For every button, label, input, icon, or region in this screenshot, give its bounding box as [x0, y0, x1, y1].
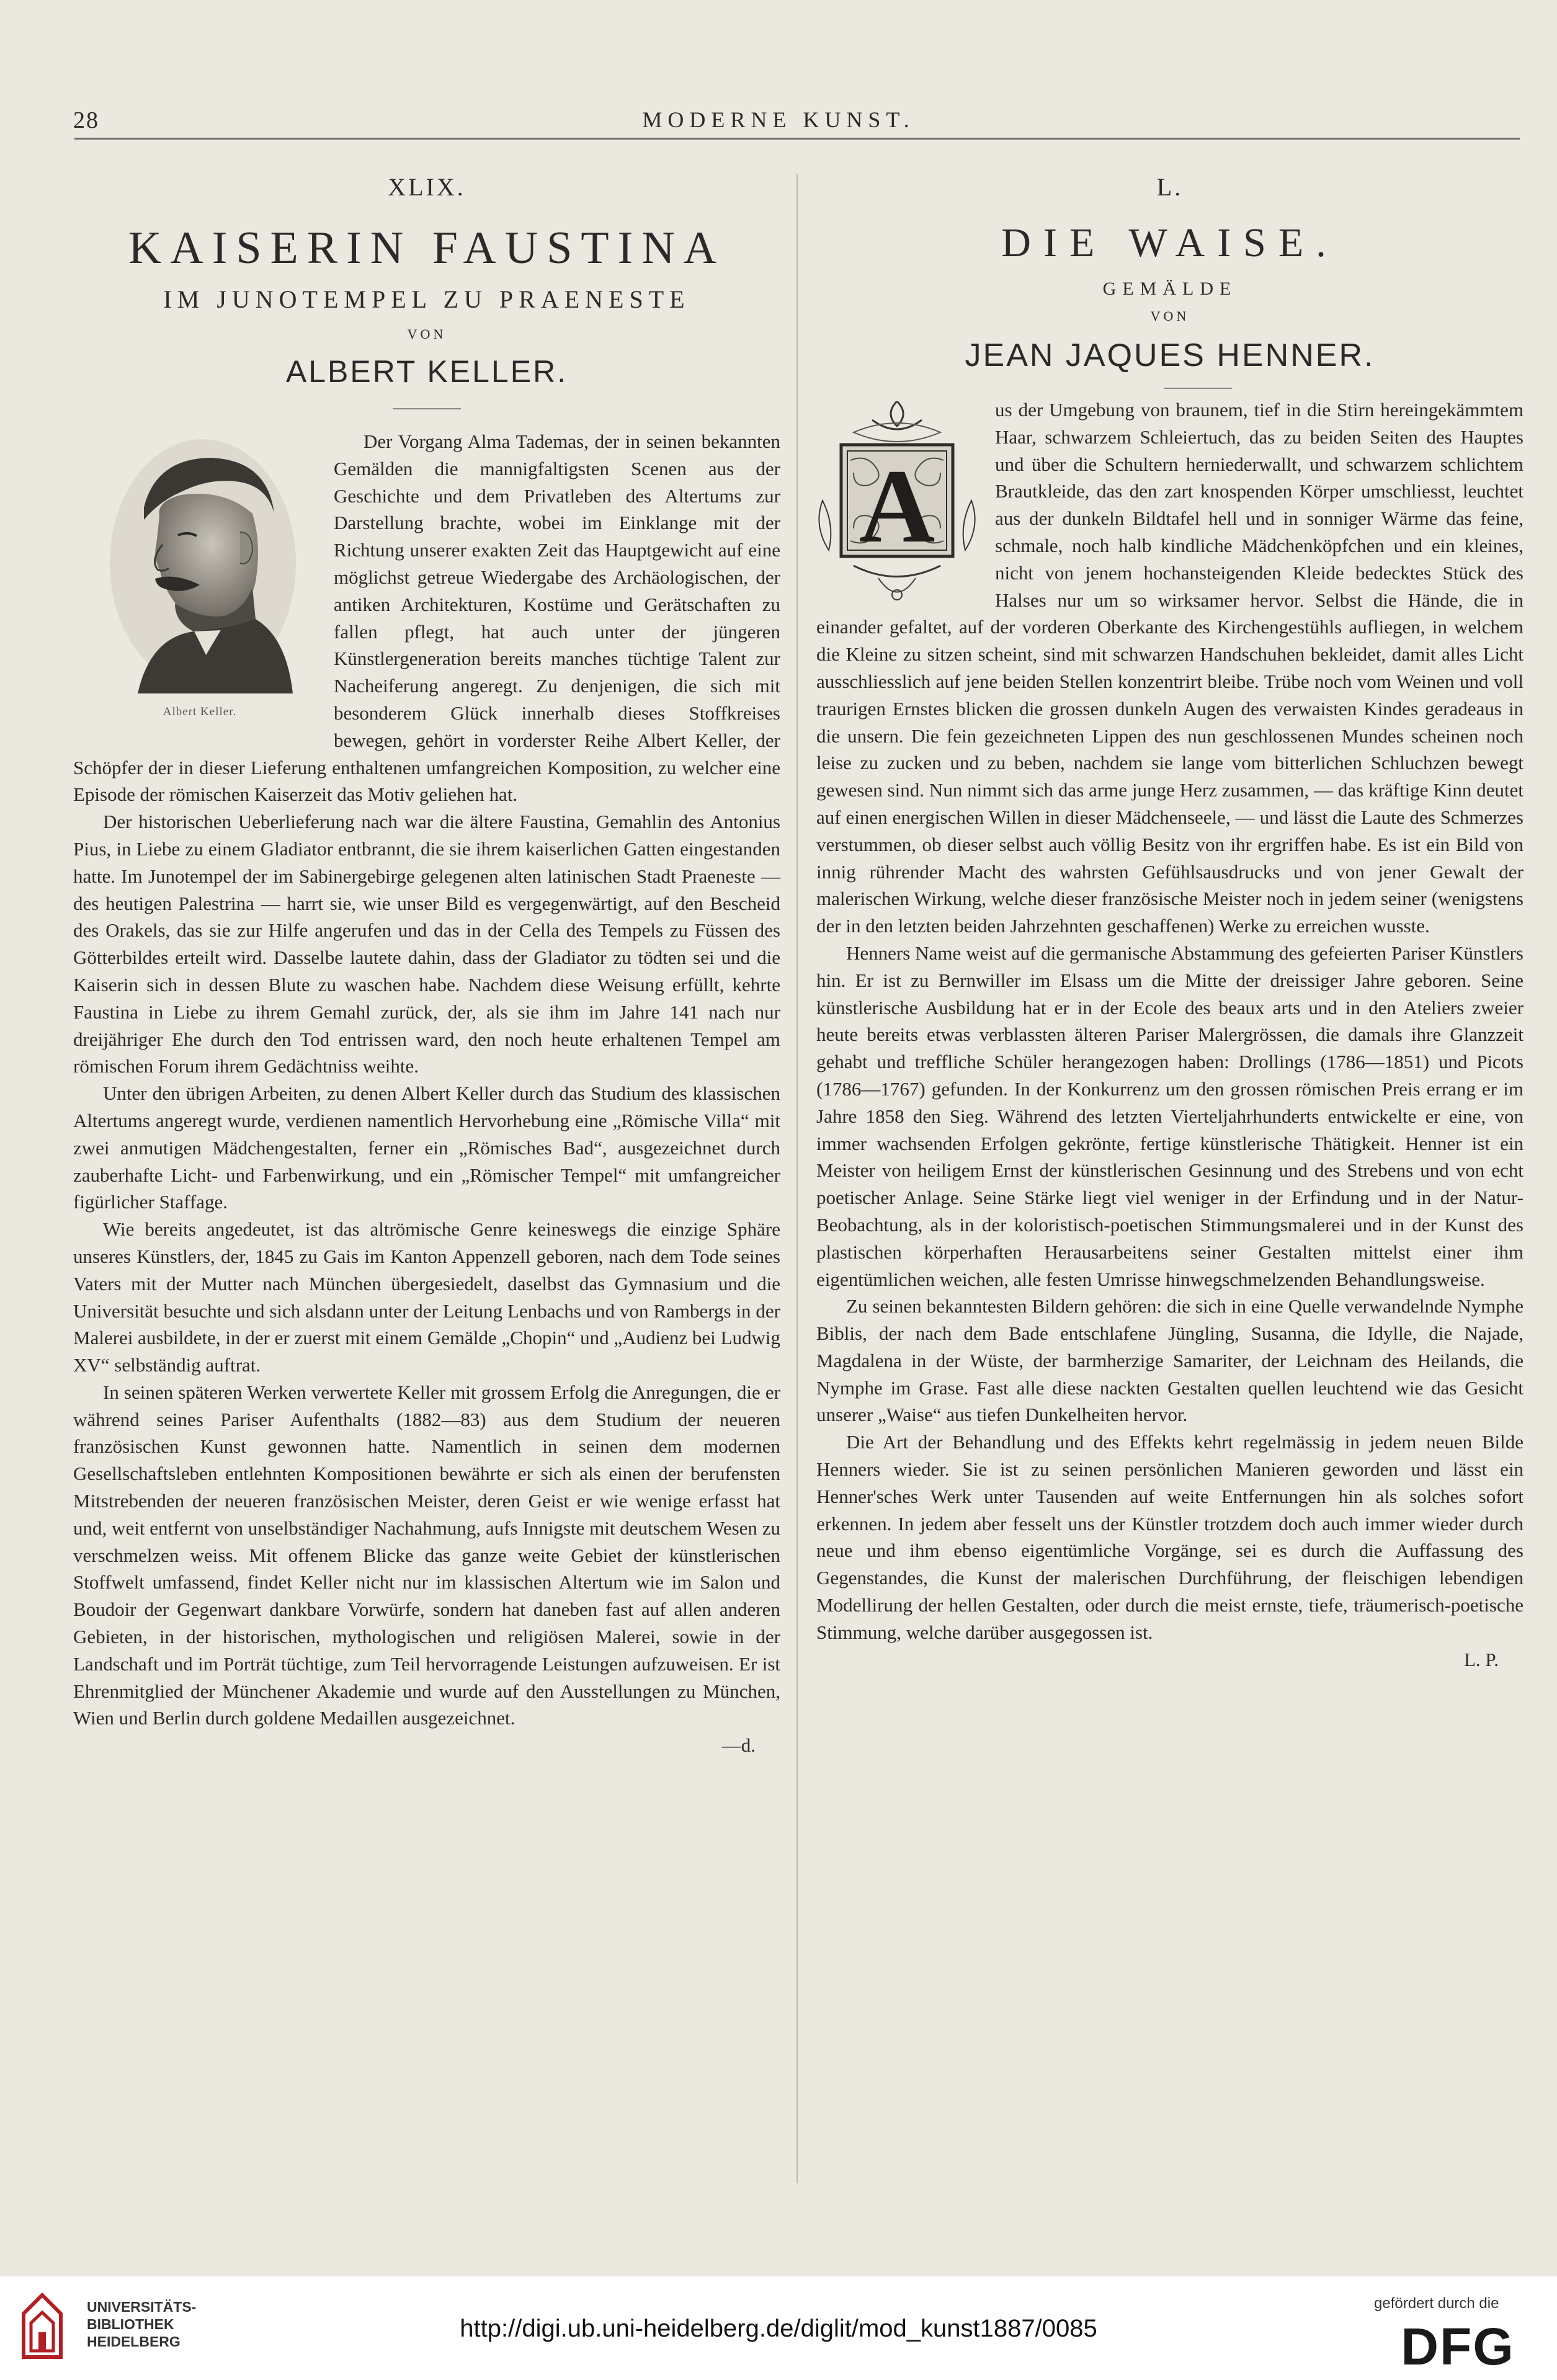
header-rule: [74, 138, 1520, 140]
ornamental-initial-a: [816, 401, 978, 606]
column-divider: [796, 174, 798, 2183]
portrait-engraving: [100, 433, 299, 693]
initial-letter: A: [859, 448, 935, 564]
article-author: ALBERT KELLER.: [285, 354, 568, 389]
portrait-figure: [100, 433, 299, 726]
left-article: [73, 172, 780, 1759]
article-subtitle: IM JUNOTEMPEL ZU PRAENESTE: [163, 285, 690, 313]
funding-caption: gefördert durch die: [1374, 2295, 1499, 2312]
signature: —d.: [721, 1734, 756, 1757]
portrait-caption: Albert Keller.: [163, 705, 237, 718]
von-label: VON: [407, 326, 447, 342]
article-title: DIE WAISE.: [1001, 220, 1339, 265]
paragraph: Der Vorgang Alma Tademas, der in seinen bekannten Gemälden die mannigfaltigsten Scenen aus der Geschichte und dem Privatleben des Altertums zur Darstellung brachte, wobei im Einklange mit der Richtung unserer exakten Zeit das Hauptgewicht auf eine möglichst getreue Wiedergabe des Archäologischen, der antiken Architekturen, Kostüme und Gerätschaften zu fallen pflegt, hat auch unter der jüngeren Künstlergeneration bereits manches tüchtige Talent zur Nacheiferung angeregt. Zu denjenigen, die sich mit besonderem Glück innerhalb dieses Stoffkreises bewegen, gehört in vorderster Reihe Albert Keller, der Schöpfer der in dieser Lieferung enthaltenen umfangreichen Komposition, zu welcher eine Episode der römischen Kaiserzeit das Motiv geliehen hat.: [73, 430, 780, 806]
article-body: [73, 428, 780, 1759]
source-url[interactable]: http://digi.ub.uni-heidelberg.de/diglit/mod_kunst1887/0085: [460, 2315, 1097, 2342]
von-label: VON: [1150, 308, 1190, 324]
paragraph: Zu seinen bekanntesten Bildern gehören: die sich in eine Quelle verwandelnde Nymphe Biblis, der nach dem Bade entschlafene Jüngling, Susanna, die Idylle, die Najade, Magdalena in der Wüste, der barmherzige Samariter, der Leichnam des Heilands, die Nymphe im Grase. Fast alle diese nackten Gestalten quellen leuchtend wie das Gesicht unserer „Waise“ aus tiefen Dunkelheiten hervor.: [816, 1295, 1524, 1426]
article-author: JEAN JAQUES HENNER.: [965, 337, 1375, 373]
article-subtitle: GEMÄLDE: [1102, 279, 1238, 299]
paragraph: Unter den übrigen Arbeiten, zu denen Albert Keller durch das Studium des klassischen Altertums angeregt wurde, verdienen namentlich Hervorhebung eine „Römische Villa“ mit zwei anmutigen Mädchengestalten, ferner ein „Römisches Bad“, ausgezeichnet durch zauberhafte Licht- und Farbenwirkung, und ein „Römischer Tempel“ mit umfangreicher figürlicher Staffage.: [73, 1082, 780, 1213]
title-rule: [393, 408, 461, 409]
dfg-logo-icon: [1383, 2321, 1532, 2371]
library-name-line: UNIVERSITÄTS-: [87, 2299, 197, 2315]
library-name-line: BIBLIOTHEK: [87, 2316, 174, 2332]
page-number: 28: [73, 107, 99, 133]
paragraph: Der historischen Ueberlieferung nach war die ältere Faustina, Gemahlin des Antonius Pius, in Liebe zu einem Gladiator entbrannt, die sie ihrem kaiserlichen Gatten eingestanden hatte. Im Junotempel der im Sabinergebirge gelegenen alten latinischen Stadt Praeneste — des heutigen Palestrina — harrt sie, wie unser Bild es vergegenwärtigt, auf den Bescheid des Orakels, das sie zur Hilfe angerufen und das in der Cella des Tempels zu Füssen des Götterbildes erteilt wird. Dasselbe lautete dahin, dass der Gladiator zu tödten sei und die Kaiserin sich in dessen Blute zu waschen habe. Nachdem diese Weisung erfüllt, kehrte Faustina in Liebe zu ihrem Gemahl zurück, der, als sie ihm im Jahre 141 nach nur dreijähriger Ehe durch den Tod entrissen ward, den noch heute erhaltenen Tempel am römischen Forum ihrem Gedächtniss weihte.: [73, 811, 780, 1077]
article-title: KAISERIN FAUSTINA: [128, 223, 726, 274]
paragraph: Die Art der Behandlung und des Effekts kehrt regelmässig in jedem neuen Bilde Henners wieder. Sie ist zu seinen persönlichen Manieren geworden und lässt ein Henner'sches Werk unter Tausenden auf weite Entfernungen hin als solches sofort erkennen. In jedem aber fesselt uns der Künstler trotzdem doch auch immer wieder durch neue und ihm ebenso eigentümliche Vorgänge, sei es durch die Auffassung des Gegenstandes, die Kunst der malerischen Durchführung, der fleischigen lebendigen Modellirung der hellen Gestalten, oder durch die meist ernste, tiefe, träumerisch-poetische Stimmung, welche darüber ausgegossen ist.: [816, 1431, 1524, 1643]
paragraph: us der Umgebung von braunem, tief in die Stirn hereingekämmtem Haar, schwarzem Schleiertuch, das zu beiden Seiten des Hauptes und über die Schultern herniederwallt, und schwarzem schlichtem Brautkleide, das den zart knospenden Körper umschliesst, leuchtet aus der dunkeln Bildtafel hell und in sonniger Wärme das feine, schmale, noch halb kindliche Mädchenköpfchen und ein kleines, nicht von jenem hochansteigenden Kleide bedecktes Stück des Halses nur um so wirksamer hervor. Selbst die Hände, die in einander gefaltet, auf der vorderen Oberkante des Kirchengestühls aufliegen, in welchem die Kleine zu sitzen scheint, sind mit schwarzen Handschuhen bekleidet, damit alles Licht ausschliesslich auf jene beiden Stellen konzentrirt bleibe. Trübe noch vom Weinen und voll traurigen Ernstes blicken die grossen dunkeln Augen des verwaisten Kindes geradeaus in die unsern. Die fein gezeichneten Lippen des nun geschlossenen Mundes scheinen noch leise zu zucken und zu beben, nachdem sie lange vom bitterlichen Schluchzen bewegt gewesen sind. Nun nimmt sich das arme junge Herz zusammen, — das kräftige Kinn deutet auf einen energischen Willen in dieser Mädchenseele, — und lässt die Laute des Schmerzes verstummen, ob dieser selbst auch völlig Besitz von ihr ergriffen habe. Es ist ein Bild von innig rührender Macht des wahrsten Gefühlsausdrucks und von jener Gewalt der malerischen Wirkung, welche dieser französische Meister noch in jedem seiner (wenigstens der in den letzten beiden Jahrzehnten geschaffenen) Werke zu erreichen wusste.: [816, 399, 1524, 937]
title-rule: [1164, 388, 1232, 389]
running-title: MODERNE KUNST.: [642, 107, 915, 132]
paragraph: Henners Name weist auf die germanische Abstammung des gefeierten Pariser Künstlers hin. Er ist zu Bernwiller im Elsass um die Mitte der dreissiger Jahre geboren. Seine künstlerische Ausbildung hat er in der Ecole des beaux arts und in den Ateliers zweier heute bereits etwas verblassten älteren Pariser Malergrössen, die damals ihre Glanzzeit gehabt und treffliche Schüler herangezogen haben: Drollings (1786—1851) und Picots (1786—1767) gefunden. In der Konkurrenz um den grossen römischen Preis errang er im Jahre 1858 den Sieg. Während des letzten Vierteljahrhunderts entwickelte er eine, von immer wachsenden Erfolgen gekrönte, fertige künstlerische Thätigkeit. Henner ist ein Meister von heiligem Ernst der künstlerischen Gesinnung und des Strebens und von echt poetischer Anlage. Seine Stärke liegt viel weniger in der Erfindung und in der Natur-Beobachtung, als in der koloristisch-poetischen Stimmungsmalerei und in der Kunst des plastischen körperhaften Herausarbeitens seiner Gestalten mittelst einer ihm eigentümlichen weichen, alle festen Umrisse hinwegschmelzenden Behandlungsweise.: [816, 942, 1524, 1290]
paragraph: In seinen späteren Werken verwertete Keller mit grossem Erfolg die Anregungen, die er während seines Pariser Aufenthalts (1882—83) aus dem Studium der neueren französischen Kunst gewonnen hatte. Namentlich in seinen dem modernen Gesellschaftsleben entlehnten Kompositionen bewährte er sich als einen der berufensten Mitstrebenden der neueren französischen Meister, deren Geist er wie wenige erfasst hat und, weit entfernt von unselbständiger Nachahmung, aufs Innigste mit deutschem Wesen zu verschmelzen weiss. Mit offenem Blicke das ganze weite Gebiet der künstlerischen Stoffwelt umfassend, findet Keller nicht nur im klassischen Altertum wie im Salon und Boudoir der Gegenwart dankbare Vorwürfe, sondern hat daneben fast auf allen anderen Gebieten, in der historischen, mythologischen und religiösen Malerei, sowie in der Landschaft und im Porträt tüchtige, zum Teil hervorragende Leistungen aufzuweisen. Er ist Ehrenmitglied der Münchener Akademie und wurde auf den Ausstellungen zu München, Wien und Berlin durch goldene Medaillen ausgezeichnet.: [73, 1381, 780, 1729]
decorated-initial: [816, 401, 978, 606]
article-body: [816, 396, 1524, 1673]
paragraph: Wie bereits angedeutet, ist das altrömische Genre keineswegs die einzige Sphäre unseres Künstlers, der, 1845 zu Gais im Kanton Appenzell geboren, nach dem Tode seines Vaters mit der Mutter nach München übergesiedelt, daselbst das Gymnasium und die Universität besuchte und sich alsdann unter der Leitung Lenbachs und von Rambergs in der Malerei ausbildete, in der er zuerst mit einem Gemälde „Chopin“ und „Audienz bei Ludwig XV“ selbständig auftrat.: [73, 1218, 780, 1376]
right-article: [816, 172, 1524, 1673]
dfg-logo-text: DFG: [1401, 2321, 1515, 2371]
article-number: L.: [1156, 173, 1184, 201]
library-name-line: HEIDELBERG: [87, 2333, 181, 2350]
signature: L. P.: [1464, 1648, 1499, 1670]
article-number: XLIX.: [388, 173, 466, 201]
